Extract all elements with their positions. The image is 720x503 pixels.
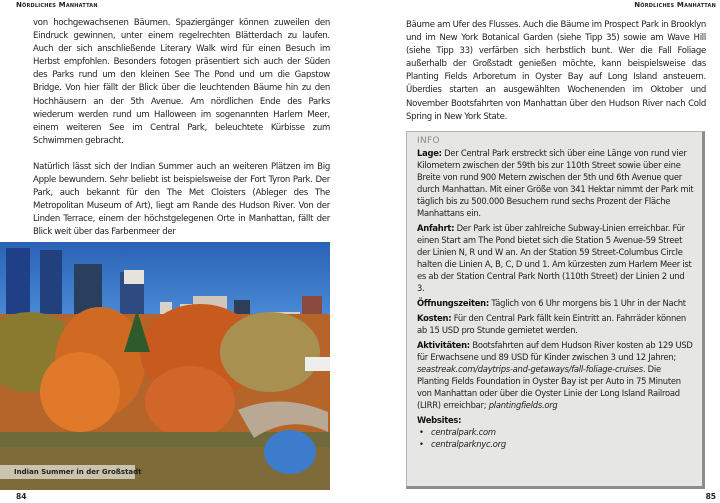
body-paragraph xyxy=(33,17,330,148)
info-section-oeffnungszeiten xyxy=(417,297,694,309)
body-paragraph xyxy=(406,19,706,124)
paragraph-text: Natürlich lässt sich der Indian Summer auch an weiteren Plätzen im Big Apple bewundern. Sehr beliebt ist beispielsweise der Fort Tyron Park. Der Park, auch bekannt für den The Met Cloisters (Ableger des The Metropolitan Museum of Art), liegt am Rande des Hudson River. Von der Linden Terrace, einem der höchstgelegenen Orte in Manhattan, fällt der Blick weit über das Farbenmeer der xyxy=(33,162,330,238)
info-title: INFO xyxy=(417,136,440,146)
photo-caption: Indian Summer in der Großstadt xyxy=(0,465,135,479)
page-number: 85 xyxy=(705,492,716,501)
section-label: Kosten: xyxy=(417,313,452,323)
info-section-anfahrt xyxy=(417,222,694,294)
websites-list xyxy=(417,426,694,450)
section-text: Für den Central Park fällt kein Eintritt an. Fahrräder können ab 15 USD pro Stunde gemietet werden. xyxy=(417,313,686,335)
section-label: Aktivitäten: xyxy=(417,340,470,350)
seastreak-link[interactable]: seastreak.com/daytrips-and-getaways/fall-foliage-cruises xyxy=(417,364,643,374)
skyscraper-top xyxy=(124,270,144,284)
photo-illustration xyxy=(0,242,330,490)
website-link[interactable]: • centralparknyc.org xyxy=(417,438,694,450)
section-text: Täglich von 6 Uhr morgens bis 1 Uhr in der Nacht xyxy=(488,298,686,308)
tree xyxy=(145,366,235,438)
info-section-aktivitaeten xyxy=(417,339,694,411)
right-page xyxy=(360,0,720,503)
tree xyxy=(40,352,120,432)
section-text: Der Central Park erstreckt sich über eine Länge von rund vier Kilometern zwischen der 59th bis zur 110th Street sowie über eine Breite von rund 900 Metern zwischen der 5th und 6th Avenue quer durch Manhattan. Mit einer Größe von 341 Hektar nimmt der Park mit täglich bis zu 500.000 Besuchern rund sechs Prozent der Fläche Manhattans ein. xyxy=(417,148,694,218)
body-paragraph xyxy=(33,161,330,240)
central-park-autumn-photo xyxy=(0,242,330,490)
running-head: Nördliches Manhattan xyxy=(634,1,716,9)
building xyxy=(305,357,330,371)
section-label: Öffnungszeiten: xyxy=(417,298,489,308)
section-label: Websites: xyxy=(417,415,462,425)
tree xyxy=(220,312,320,392)
section-label: Lage: xyxy=(417,148,442,158)
section-text: . Die Planting Fields Foundation in Oyster Bay ist per Auto in 75 Minuten von Manhattan oder über die Oyster Linie der Long Island Railroad (LIRR) erreichbar; xyxy=(417,364,681,410)
plantingfields-link[interactable]: plantingfields.org xyxy=(488,400,558,410)
skyscraper xyxy=(6,248,30,318)
info-section-lage xyxy=(417,147,694,219)
info-box xyxy=(406,131,705,489)
website-link[interactable]: • centralpark.com xyxy=(417,426,694,438)
section-text: Der Park ist über zahlreiche Subway-Linien erreichbar. Für einen Start am The Pond bietet sich die Station 5 Avenue-59 Street der Linien N, R und W an. An der Station 59 Street-Columbus Circle halten die Linien A, B, C, D und 1. Am kürzesten zum Harlem Meer ist es ab der Station Central Park North (110th Street) der Linien 2 und 3. xyxy=(417,223,692,293)
section-text: Bootsfahrten auf dem Hudson River kosten ab 129 USD für Erwachsene und 89 USD für Kinder zwischen 3 und 12 Jahren; xyxy=(417,340,693,362)
info-section-websites xyxy=(417,414,694,450)
bridge-arch-reflection xyxy=(264,430,316,474)
page-number: 84 xyxy=(16,492,27,501)
running-head: Nördliches Manhattan xyxy=(16,1,98,9)
info-section-kosten xyxy=(417,312,694,336)
paragraph-text: von hochgewachsenen Bäumen. Spaziergänger können zuweilen den Eindruck gewinnen, unter einem regelrechten Blätterdach zu laufen. Auch der sich anschließende Literary Walk wird für einen Besuch im Herbst empfohlen. Besonders fotogen präsentiert sich auch der Süden des Parks rund um den kleinen See The Pond und um die Gapstow Bridge. Von hier fällt der Blick über die leuchtenden Bäume hin zu den Hochhäusern an der 5th Avenue. Am nördlichen Ende des Parks wiederum werden rund um Halloween im sogenannten Harlem Meer, einem weiteren See im Central Park, beleuchtete Kürbisse zum Schwimmen gebracht. xyxy=(33,18,330,146)
paragraph-text: Bäume am Ufer des Flusses. Auch die Bäume im Prospect Park in Brooklyn und im New York Botanical Garden (siehe Tipp 35) sowie am Wave Hill (siehe Tipp 33) verfärben sich herbstlich bunt. Wer die Fall Foliage außerhalb der Großstadt genießen möchte, kann beispielsweise das Planting Fields Arboretum in Oyster Bay auf Long Island ansteuern. Überdies starten an ausgewählten Wochenenden im Oktober und November Bootsfahrten von Manhattan über den Hudson River nach Cold Spring in New York State. xyxy=(406,20,706,122)
skyscraper xyxy=(40,250,62,320)
section-label: Anfahrt: xyxy=(417,223,455,233)
